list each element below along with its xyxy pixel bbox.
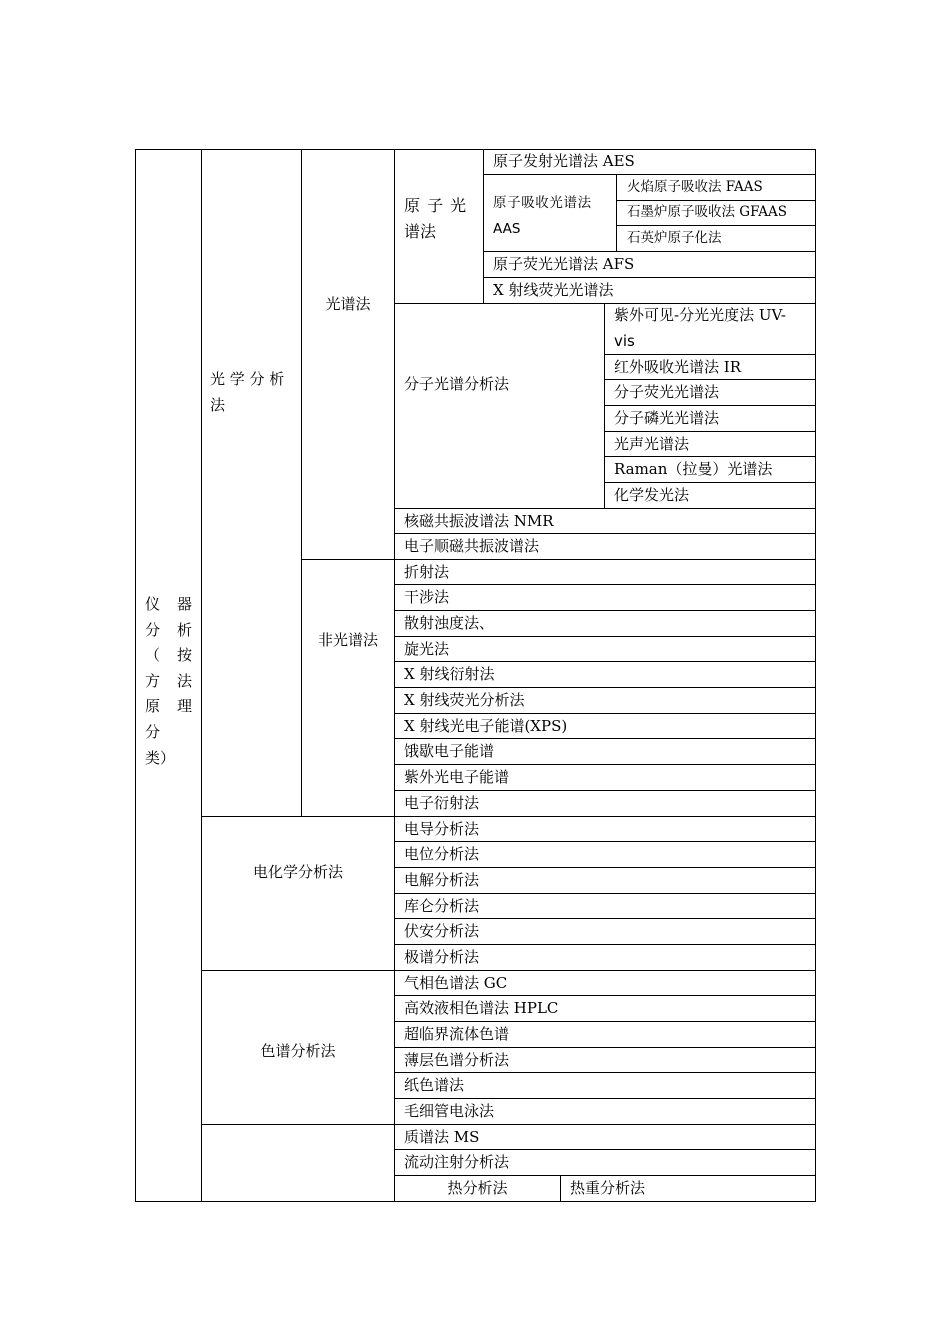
electrochemical-item: 电位分析法 [404, 845, 480, 863]
quartz-furnace-cell: 石英炉原子化法 [627, 230, 722, 246]
thermogravimetric-cell: 热重分析法 [570, 1179, 646, 1197]
molecular-fluorescence-cell: 分子荧光光谱法 [614, 383, 720, 401]
root-label-char: 仪 [145, 595, 161, 613]
root-label-char: 方 [145, 671, 161, 690]
spectral-method-label: 光谱法 [325, 295, 371, 313]
molecular-spectroscopy-label: 分子光谱分析法 [404, 375, 510, 393]
ir-cell: 红外吸收光谱法 IR [614, 358, 741, 376]
atomic-spectroscopy-line2: 谱法 [404, 221, 437, 241]
atomic-spectroscopy-label [404, 193, 482, 244]
optical-analysis-line1: 光 学 分 析 [210, 370, 285, 388]
root-label-char: 理 [177, 697, 193, 716]
root-label-char: 原 [145, 697, 161, 716]
optical-analysis-line2: 法 [210, 395, 226, 414]
afs-cell: 原子荧光光谱法 AFS [493, 255, 635, 273]
uv-vis-line2: vis [614, 331, 635, 350]
uv-vis-line1: 紫外可见-分光光度法 UV- [614, 306, 787, 324]
non-spectral-item: X 射线光电子能谱(XPS) [404, 717, 568, 735]
aas-line1: 原子吸收光谱法 [493, 195, 592, 211]
non-spectral-item: 散射浊度法、 [404, 614, 495, 632]
root-label-char: 类） [145, 748, 176, 767]
gfaas-cell: 石墨炉原子吸收法 GFAAS [627, 204, 788, 220]
chromatography-item: 薄层色谱分析法 [404, 1051, 510, 1069]
non-spectral-item: 干涉法 [404, 588, 450, 606]
root-label-char: 分 [145, 620, 161, 639]
non-spectral-item: 旋光法 [404, 640, 450, 658]
xrf-spectroscopy-cell: X 射线荧光光谱法 [493, 281, 614, 299]
chromatography-item: 纸色谱法 [404, 1076, 465, 1094]
optical-analysis-label [210, 367, 298, 418]
esr-cell: 电子顺磁共振波谱法 [404, 537, 540, 555]
non-spectral-item: 紫外光电子能谱 [404, 768, 510, 786]
root-label-char: 分 [145, 723, 161, 741]
electrochemical-item: 伏安分析法 [404, 922, 480, 940]
flow-injection-cell: 流动注射分析法 [404, 1153, 510, 1171]
atomic-spectroscopy-line1: 原 子 光 [404, 196, 468, 215]
chromatography-item: 气相色谱法 GC [404, 974, 508, 992]
non-spectral-item: 折射法 [404, 563, 450, 581]
root-label-char: （ [145, 646, 161, 665]
chromatography-label: 色谱分析法 [260, 1042, 336, 1060]
chemiluminescence-cell: 化学发光法 [614, 486, 690, 504]
non-spectral-item: 电子衍射法 [404, 794, 480, 812]
root-label-char: 器 [177, 595, 193, 613]
root-label-char: 析 [177, 620, 193, 639]
nmr-cell: 核磁共振波谱法 NMR [404, 512, 554, 530]
aas-line2: AAS [493, 220, 521, 237]
uv-vis-cell [614, 303, 814, 354]
electrochemical-item: 库仑分析法 [404, 897, 480, 915]
non-spectral-item: 饿歇电子能谱 [404, 742, 495, 760]
root-label-char: 法 [177, 671, 193, 690]
non-spectral-item: X 射线荧光分析法 [404, 691, 525, 709]
photoacoustic-cell: 光声光谱法 [614, 435, 690, 453]
molecular-phosphorescence-cell: 分子磷光光谱法 [614, 409, 720, 427]
aes-cell: 原子发射光谱法 AES [493, 152, 635, 170]
thermal-analysis-cell: 热分析法 [447, 1179, 508, 1197]
chromatography-item: 高效液相色谱法 HPLC [404, 999, 559, 1017]
aas-label [493, 191, 615, 242]
chromatography-item: 超临界流体色谱 [404, 1025, 510, 1043]
non-spectral-method-label: 非光谱法 [317, 631, 378, 649]
electrochemical-item: 电导分析法 [404, 820, 480, 838]
electrochemical-item: 极谱分析法 [404, 948, 480, 966]
root-label-char: 按 [177, 646, 193, 665]
non-spectral-item: X 射线衍射法 [404, 665, 495, 683]
electrochemical-item: 电解分析法 [404, 871, 480, 889]
mass-spectrometry-cell: 质谱法 MS [404, 1128, 480, 1146]
faas-cell: 火焰原子吸收法 FAAS [627, 179, 763, 195]
raman-cell: Raman（拉曼）光谱法 [614, 460, 773, 478]
electrochemical-label: 电化学分析法 [252, 863, 343, 881]
chromatography-item: 毛细管电泳法 [404, 1102, 495, 1120]
